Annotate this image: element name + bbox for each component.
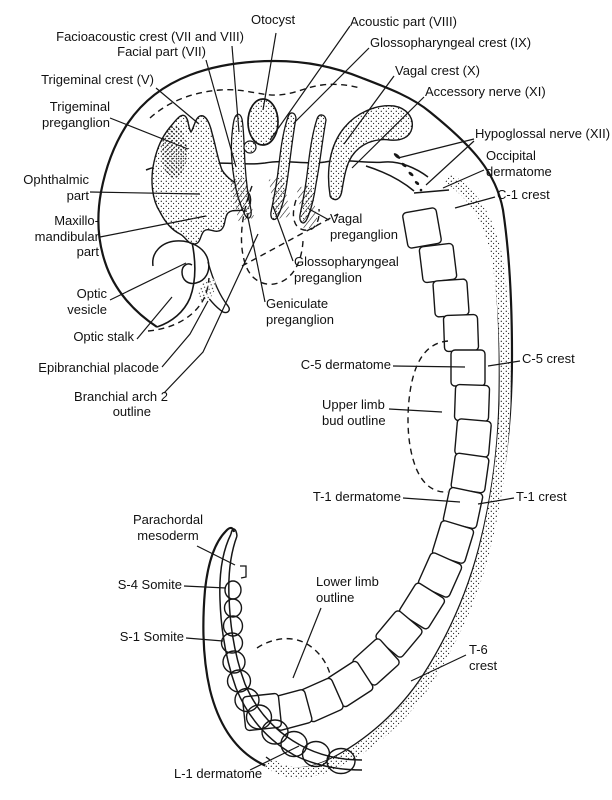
label-vagal-preganglion	[330, 211, 398, 242]
dermatome-block	[443, 314, 478, 351]
label-line: preganglion	[266, 311, 334, 327]
label-line: preganglion	[294, 269, 362, 285]
label-accessory-nerve: Accessory nerve (XI)	[425, 84, 546, 99]
label-glossopharyngeal-crest: Glossopharyngeal crest (IX)	[370, 35, 532, 50]
label-line: part	[76, 244, 99, 259]
vagal-accessory-hook-shape	[329, 106, 413, 200]
label-line: outline	[316, 589, 355, 605]
leader-optic-stalk	[137, 297, 172, 339]
tail-band-left-line	[220, 534, 362, 770]
tail-somite-region	[220, 529, 362, 774]
label-line: Geniculate	[266, 296, 329, 311]
leader-parachordal	[197, 546, 235, 565]
label-s1-somite: S-1 Somite	[119, 629, 184, 644]
otocyst-shape	[248, 99, 278, 145]
label-optic-stalk: Optic stalk	[73, 329, 134, 344]
dermatome-column	[242, 207, 491, 731]
label-lower-limb-outline	[316, 574, 379, 605]
label-hypoglossal-nerve: Hypoglossal nerve (XII)	[475, 126, 611, 141]
dermatome-block	[451, 453, 490, 493]
label-line: Upper limb	[322, 397, 385, 412]
label-c1-crest: C-1 crest	[497, 187, 550, 202]
leader-glossopharyngeal-crest	[294, 48, 369, 123]
label-t6-crest	[469, 642, 497, 673]
leader-geniculate-preganglion	[247, 213, 265, 302]
leader-hypoglossal-a	[398, 139, 474, 158]
trigeminal-dense-stipple	[161, 126, 187, 178]
label-line: crest	[469, 657, 498, 673]
label-acoustic-part: Acoustic part (VIII)	[350, 14, 457, 29]
label-facial-part: Facial part (VII)	[117, 44, 206, 59]
label-line: mandibular	[34, 228, 99, 244]
neck-tick	[414, 190, 449, 193]
leader-optic-vesicle	[110, 263, 186, 300]
label-branchial-arch-2: Branchial arch 2	[74, 389, 168, 404]
label-ophthalmic-part	[23, 172, 89, 203]
label-geniculate-preganglion	[266, 296, 334, 327]
label-maxillo-mandibular	[35, 213, 99, 260]
label-line: Parachordal	[132, 512, 204, 527]
label-upper-limb-bud	[322, 397, 386, 428]
label-line: part	[66, 187, 89, 203]
label-branchial-arch-2-outline: outline	[112, 404, 151, 419]
label-optic-vesicle	[67, 286, 107, 317]
somite	[225, 599, 242, 617]
somite	[303, 742, 330, 767]
label-line: bud outline	[322, 412, 386, 428]
dermatome-block	[433, 279, 469, 317]
dermatome-block	[454, 419, 491, 458]
label-line: Optic	[76, 286, 107, 301]
label-line: Lower limb	[316, 574, 379, 589]
label-c5-dermatome: C-5 dermatome	[300, 357, 391, 372]
label-line: Trigeminal	[49, 99, 110, 114]
label-c5-crest: C-5 crest	[522, 351, 575, 366]
dermatome-block-occipital	[402, 207, 442, 248]
optic-vesicle-shape	[153, 241, 209, 284]
label-occipital-dermatome	[486, 148, 552, 179]
leader-otocyst	[263, 33, 276, 110]
neck-line	[366, 166, 414, 191]
somite-s4	[225, 581, 241, 599]
leader-upper-limb	[389, 409, 442, 412]
lower-limb-dashed	[257, 639, 330, 674]
label-line: mesoderm	[137, 527, 199, 543]
label-line: vesicle	[67, 301, 107, 317]
label-s4-somite: S-4 Somite	[117, 577, 182, 592]
label-facioacoustic-crest: Facioacoustic crest (VII and VIII)	[56, 29, 244, 44]
label-line: dermatome	[486, 163, 552, 179]
label-line: Ophthalmic	[23, 172, 89, 187]
upper-limb-bud-dashed	[408, 341, 448, 492]
leader-branchial-arch-2	[164, 234, 258, 393]
label-line: Maxillo-	[54, 213, 99, 228]
label-line: T-6	[469, 642, 488, 657]
label-l1-dermatome: L-1 dermatome	[174, 766, 263, 781]
label-line: Glossopharyngeal	[294, 254, 399, 269]
label-glossopharyngeal-preganglion	[294, 254, 399, 285]
acoustic-part-nub	[244, 141, 256, 153]
leader-acoustic	[270, 26, 350, 140]
label-trigeminal-crest: Trigeminal crest (V)	[41, 72, 154, 87]
label-otocyst: Otocyst	[251, 12, 296, 27]
label-parachordal-mesoderm	[128, 512, 208, 543]
epibranchial-placode-dashed	[148, 278, 209, 331]
dermatome-block	[454, 384, 489, 421]
label-vagal-crest: Vagal crest (X)	[395, 63, 481, 78]
parachordal-mesoderm-mark	[240, 566, 246, 578]
label-line: preganglion	[330, 226, 398, 242]
dermatome-block-c5	[451, 350, 485, 386]
label-t1-crest: T-1 crest	[516, 489, 567, 504]
label-t1-dermatome: T-1 dermatome	[312, 489, 401, 504]
label-epibranchial-placode: Epibranchial placode	[38, 360, 159, 375]
leader-epibranchial-placode	[162, 301, 208, 367]
leader-lower-limb	[293, 608, 321, 678]
label-line: preganglion	[42, 114, 110, 130]
dermatome-block-c1	[419, 243, 457, 283]
label-trigeminal-preganglion	[42, 99, 110, 130]
label-line: Vagal	[330, 211, 363, 226]
label-line: Occipital	[486, 148, 536, 163]
